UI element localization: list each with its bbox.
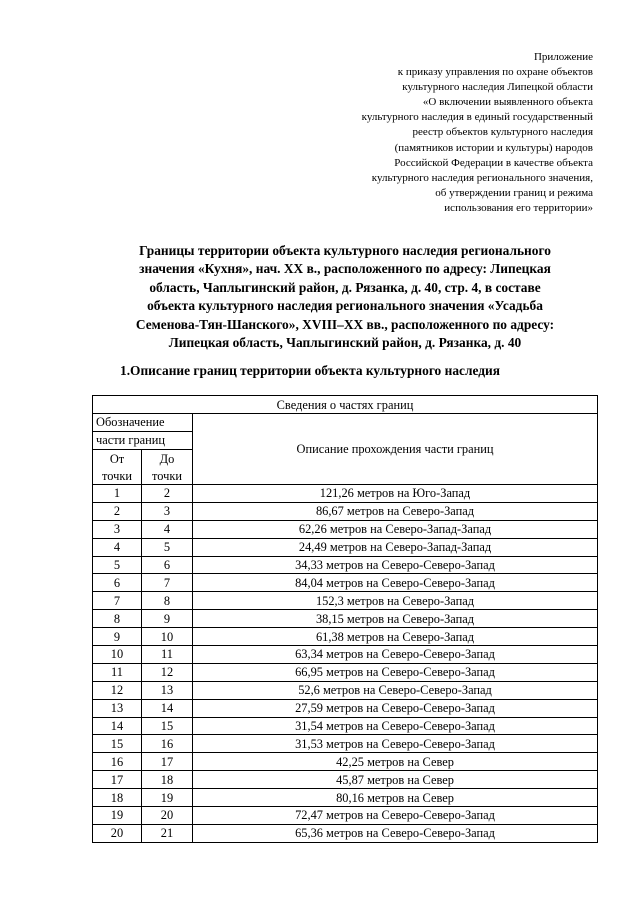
cell-desc: 121,26 метров на Юго-Запад bbox=[193, 485, 598, 503]
table-caption: Сведения о частях границ bbox=[93, 396, 598, 414]
boundary-table bbox=[92, 395, 598, 843]
cell-to: 5 bbox=[142, 538, 193, 556]
cell-from: 18 bbox=[93, 789, 142, 807]
table-row bbox=[93, 681, 598, 699]
designation-header: Обозначение bbox=[93, 414, 193, 432]
cell-to: 18 bbox=[142, 771, 193, 789]
cell-to: 2 bbox=[142, 485, 193, 503]
table-row bbox=[93, 753, 598, 771]
cell-from: 10 bbox=[93, 646, 142, 664]
cell-to: 3 bbox=[142, 502, 193, 520]
cell-desc: 38,15 метров на Северо-Запад bbox=[193, 610, 598, 628]
appendix-line: Приложение bbox=[533, 51, 593, 63]
appendix-line: культурного наследия Липецкой области bbox=[402, 81, 593, 94]
appendix-line: культурного наследия регионального значения, bbox=[371, 171, 593, 184]
cell-to: 16 bbox=[142, 735, 193, 753]
cell-from: 9 bbox=[93, 628, 142, 646]
cell-from: 2 bbox=[93, 502, 142, 520]
to-header-2: точки bbox=[142, 467, 193, 485]
cell-to: 4 bbox=[142, 520, 193, 538]
title-line: Липецкая область, Чаплыгинский район, д. Рязанка, д. 40 bbox=[168, 335, 522, 351]
cell-desc: 45,87 метров на Север bbox=[193, 771, 598, 789]
cell-to: 14 bbox=[142, 699, 193, 717]
appendix-line: использования его территории» bbox=[444, 201, 593, 214]
appendix-line: об утверждении границ и режима bbox=[435, 186, 593, 199]
table-row bbox=[93, 717, 598, 735]
cell-from: 20 bbox=[93, 824, 142, 842]
title-line: Границы территории объекта культурного наследия регионального bbox=[139, 243, 551, 258]
table-row bbox=[93, 771, 598, 789]
title-line: значения «Кухня», нач. XX в., расположенного по адресу: Липецкая bbox=[139, 261, 551, 277]
cell-from: 14 bbox=[93, 717, 142, 735]
cell-desc: 27,59 метров на Северо-Северо-Запад bbox=[193, 699, 598, 717]
to-header: До bbox=[142, 450, 193, 468]
cell-desc: 152,3 метров на Северо-Запад bbox=[193, 592, 598, 610]
from-header-2: точки bbox=[93, 467, 142, 485]
cell-to: 12 bbox=[142, 663, 193, 681]
table-row bbox=[93, 663, 598, 681]
cell-from: 12 bbox=[93, 681, 142, 699]
cell-desc: 84,04 метров на Северо-Северо-Запад bbox=[193, 574, 598, 592]
cell-from: 5 bbox=[93, 556, 142, 574]
cell-to: 9 bbox=[142, 610, 193, 628]
appendix-line: культурного наследия в единый государственный bbox=[361, 111, 593, 124]
cell-to: 7 bbox=[142, 574, 193, 592]
table-row bbox=[93, 824, 598, 842]
cell-from: 11 bbox=[93, 663, 142, 681]
cell-desc: 66,95 метров на Северо-Северо-Запад bbox=[193, 663, 598, 681]
cell-desc: 52,6 метров на Северо-Северо-Запад bbox=[193, 681, 598, 699]
cell-to: 21 bbox=[142, 824, 193, 842]
cell-from: 19 bbox=[93, 807, 142, 825]
cell-desc: 31,54 метров на Северо-Северо-Запад bbox=[193, 717, 598, 735]
designation-header-2: части границ bbox=[93, 432, 193, 450]
cell-desc: 34,33 метров на Северо-Северо-Запад bbox=[193, 556, 598, 574]
table-row bbox=[93, 574, 598, 592]
cell-to: 17 bbox=[142, 753, 193, 771]
cell-to: 20 bbox=[142, 807, 193, 825]
cell-desc: 86,67 метров на Северо-Запад bbox=[193, 502, 598, 520]
cell-from: 1 bbox=[93, 485, 142, 503]
table-row bbox=[93, 646, 598, 664]
document-title bbox=[95, 242, 595, 352]
cell-from: 6 bbox=[93, 574, 142, 592]
cell-to: 13 bbox=[142, 681, 193, 699]
cell-desc: 62,26 метров на Северо-Запад-Запад bbox=[193, 520, 598, 538]
cell-from: 7 bbox=[93, 592, 142, 610]
appendix-line: «О включении выявленного объекта bbox=[422, 96, 593, 109]
cell-from: 8 bbox=[93, 610, 142, 628]
title-line: Семенова-Тян-Шанского», XVIII–XX вв., расположенного по адресу: bbox=[135, 316, 555, 332]
title-line: объекта культурного наследия регионального значения «Усадьба bbox=[147, 298, 543, 314]
cell-desc: 24,49 метров на Северо-Запад-Запад bbox=[193, 538, 598, 556]
cell-desc: 31,53 метров на Северо-Северо-Запад bbox=[193, 735, 598, 753]
cell-to: 19 bbox=[142, 789, 193, 807]
appendix-line: реестр объектов культурного наследия bbox=[412, 126, 593, 139]
table-row bbox=[93, 699, 598, 717]
table-row bbox=[93, 520, 598, 538]
cell-from: 15 bbox=[93, 735, 142, 753]
description-header: Описание прохождения части границ bbox=[193, 414, 598, 485]
cell-desc: 63,34 метров на Северо-Северо-Запад bbox=[193, 646, 598, 664]
table-row bbox=[93, 807, 598, 825]
cell-to: 8 bbox=[142, 592, 193, 610]
cell-from: 4 bbox=[93, 538, 142, 556]
cell-desc: 72,47 метров на Северо-Северо-Запад bbox=[193, 807, 598, 825]
table-row bbox=[93, 502, 598, 520]
cell-to: 6 bbox=[142, 556, 193, 574]
appendix-line: (памятников истории и культуры) народов bbox=[394, 141, 593, 154]
table-row bbox=[93, 789, 598, 807]
cell-desc: 61,38 метров на Северо-Запад bbox=[193, 628, 598, 646]
section-heading: 1.Описание границ территории объекта культурного наследия bbox=[120, 363, 500, 378]
appendix-line: к приказу управления по охране объектов bbox=[397, 66, 593, 79]
cell-desc: 80,16 метров на Север bbox=[193, 789, 598, 807]
cell-from: 13 bbox=[93, 699, 142, 717]
cell-to: 11 bbox=[142, 646, 193, 664]
table-row bbox=[93, 538, 598, 556]
table-row bbox=[93, 628, 598, 646]
appendix-line: Российской Федерации в качестве объекта bbox=[394, 156, 593, 169]
cell-from: 3 bbox=[93, 520, 142, 538]
table-row bbox=[93, 735, 598, 753]
cell-desc: 42,25 метров на Север bbox=[193, 753, 598, 771]
table-row bbox=[93, 556, 598, 574]
from-header: От bbox=[93, 450, 142, 468]
table-row bbox=[93, 485, 598, 503]
appendix-header bbox=[263, 50, 593, 216]
table-row bbox=[93, 592, 598, 610]
cell-to: 10 bbox=[142, 628, 193, 646]
cell-desc: 65,36 метров на Северо-Северо-Запад bbox=[193, 824, 598, 842]
cell-from: 17 bbox=[93, 771, 142, 789]
cell-from: 16 bbox=[93, 753, 142, 771]
table-row bbox=[93, 610, 598, 628]
cell-to: 15 bbox=[142, 717, 193, 735]
title-line: область, Чаплыгинский район, д. Рязанка, д. 40, стр. 4, в составе bbox=[149, 279, 541, 295]
